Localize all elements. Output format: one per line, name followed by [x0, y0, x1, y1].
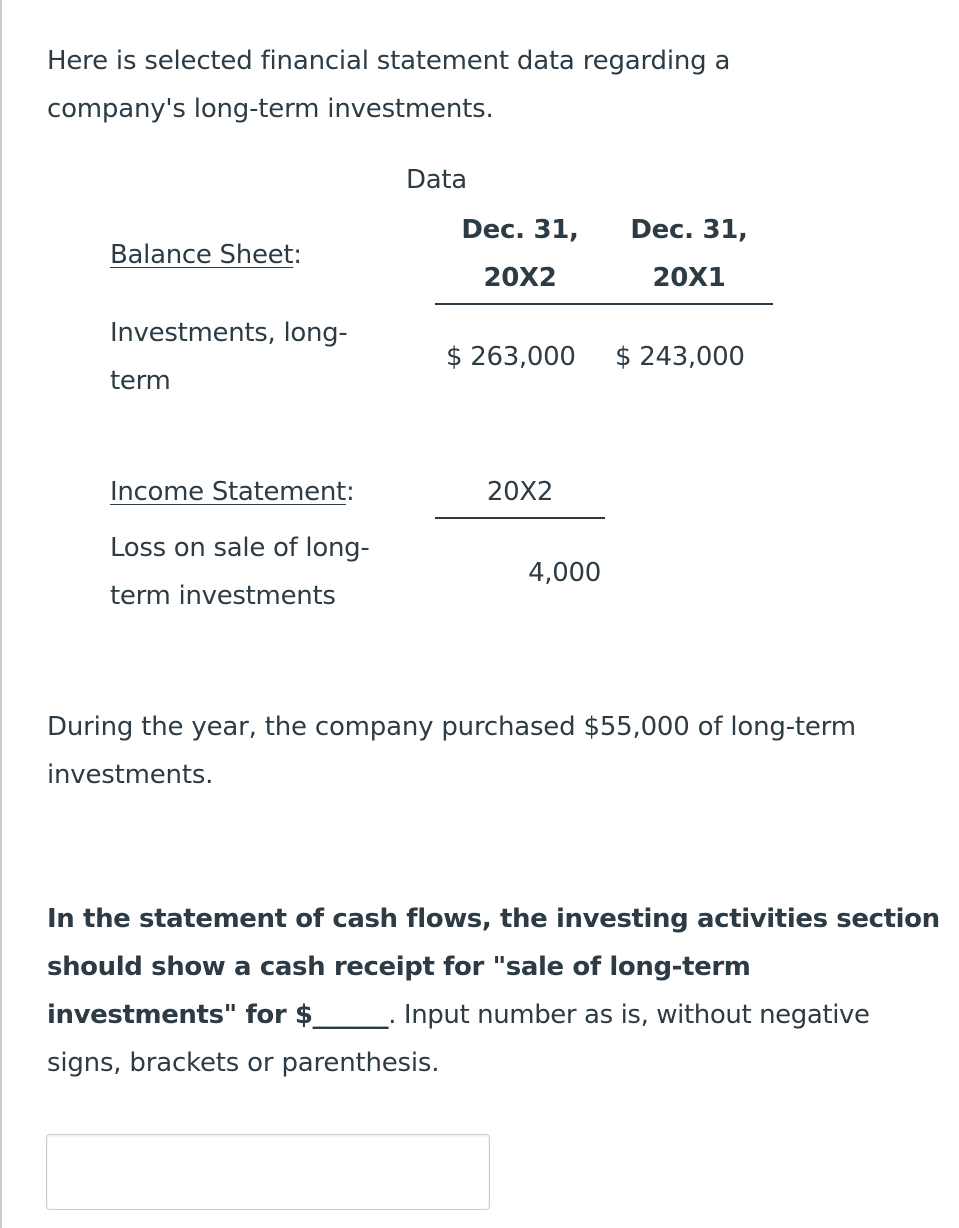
income-statement-header-rule: [435, 517, 605, 519]
investments-label-line-2: term: [110, 366, 171, 396]
table-caption: Data: [406, 165, 467, 195]
purchase-note-line-2: investments.: [47, 760, 214, 790]
loss-label-line-1: Loss on sale of long-: [110, 533, 370, 563]
investments-value-20x1: $ 243,000: [615, 342, 745, 372]
col-header-dec31-20x2-line1: Dec. 31,: [461, 215, 579, 245]
question-line-3: [47, 991, 870, 1039]
col-header-dec31-20x1-line1: Dec. 31,: [630, 215, 748, 245]
balance-sheet-header-rule: [435, 303, 773, 305]
income-statement-heading-text: Income Statement: [110, 477, 346, 507]
balance-sheet-heading-colon: :: [293, 240, 302, 270]
balance-sheet-heading-text: Balance Sheet: [110, 240, 294, 270]
balance-sheet-heading: [110, 240, 302, 270]
investments-value-20x2: $ 263,000: [446, 342, 576, 372]
income-statement-heading-colon: :: [345, 477, 355, 507]
intro-line-2: company's long-term investments.: [47, 94, 494, 124]
question-line-2: should show a cash receipt for "sale of long-term: [47, 952, 751, 982]
question-line-3-rest: . Input number as is, without negative: [388, 1000, 870, 1030]
loss-value-20x2: 4,000: [528, 558, 601, 588]
col-header-dec31-20x2-line2: 20X2: [483, 263, 557, 293]
investments-label-line-1: Investments, long-: [110, 318, 348, 348]
question-line-3-bold: investments" for $: [47, 1000, 313, 1030]
col-header-dec31-20x1-line2: 20X1: [652, 263, 726, 293]
question-line-4: signs, brackets or parenthesis.: [47, 1048, 440, 1078]
income-col-header-20x2: 20X2: [486, 477, 554, 507]
left-border: [0, 0, 2, 1228]
loss-label-line-2: term investments: [110, 581, 336, 611]
intro-line-1: Here is selected financial statement data regarding a: [47, 46, 731, 76]
income-statement-heading: [110, 477, 354, 507]
answer-input[interactable]: [46, 1134, 490, 1210]
purchase-note-line-1: During the year, the company purchased $55,000 of long-term: [47, 712, 856, 742]
question-line-1: In the statement of cash flows, the investing activities section: [47, 904, 940, 934]
question-blank: ______: [312, 1000, 389, 1030]
